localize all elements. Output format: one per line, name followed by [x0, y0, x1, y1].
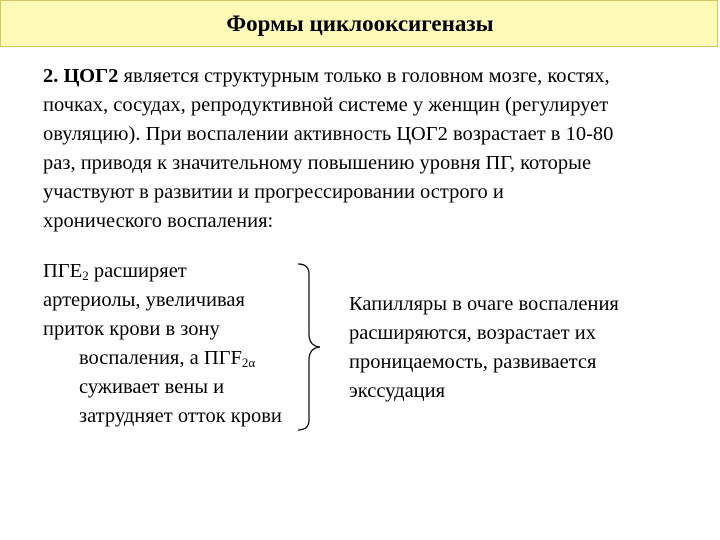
- paragraph-lead: 2. ЦОГ2: [43, 65, 119, 87]
- right-line-3: проницаемость, развивается: [349, 351, 597, 373]
- paragraph-line-2: почках, сосудах, репродуктивной системе у женщин (регулирует: [43, 94, 609, 116]
- left-line-6: затрудняет отток крови: [79, 405, 282, 427]
- pge-label: ПГЕ: [43, 260, 83, 282]
- capillary-effects: [349, 290, 709, 406]
- pge-subscript: 2: [82, 268, 89, 283]
- main-paragraph: [43, 62, 715, 236]
- left-line-1-text: расширяет: [88, 260, 187, 282]
- left-line-4-text: воспаления, а ПГF: [79, 347, 242, 369]
- right-line-2: расширяются, возрастает их: [349, 322, 596, 344]
- left-line-5: суживает вены и: [79, 376, 225, 398]
- slide-title: Формы циклооксигеназы: [226, 11, 494, 36]
- right-line-4: экссудация: [349, 380, 446, 402]
- right-curly-brace-icon: [296, 262, 326, 432]
- paragraph-line-5: участвуют в развитии и прогрессировании острого и: [43, 181, 504, 203]
- pgf-subscript: 2α: [241, 355, 256, 370]
- paragraph-line-4: раз, приводя к значительному повышению уровня ПГ, которые: [43, 152, 592, 174]
- left-line-2: артериолы, увеличивая: [43, 289, 245, 311]
- right-line-1: Капилляры в очаге воспаления: [349, 293, 619, 315]
- left-line-3: приток крови в зону: [43, 318, 220, 340]
- paragraph-line-6: хронического воспаления:: [43, 210, 274, 232]
- paragraph-line-1-text: является структурным только в головном мозге, костях,: [118, 65, 610, 87]
- paragraph-line-1: [43, 62, 715, 91]
- paragraph-line-3: овуляцию). При воспалении активность ЦОГ2 возрастает в 10-80: [43, 123, 614, 145]
